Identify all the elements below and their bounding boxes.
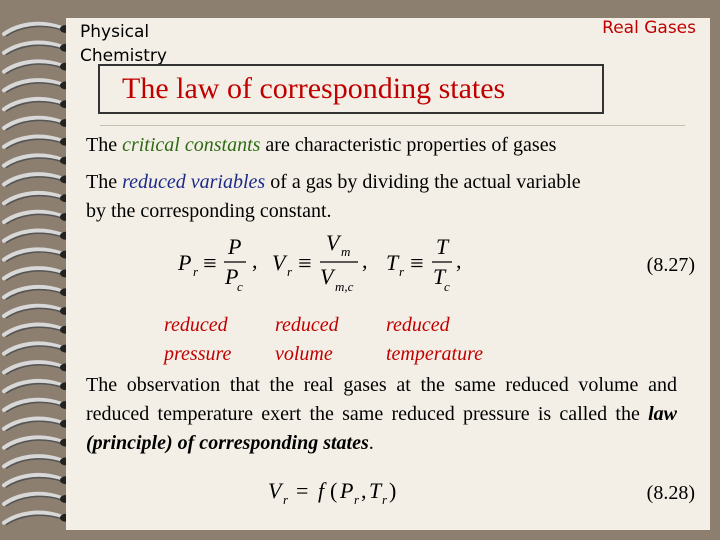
eq828-p-sub: r bbox=[354, 492, 360, 507]
p2-emph: reduced variables bbox=[122, 171, 266, 193]
pr-equiv: ≡ bbox=[203, 251, 217, 277]
vr-num: V bbox=[326, 230, 340, 255]
p1-after: are characteristic properties of gases bbox=[260, 134, 557, 156]
paragraph-critical-constants bbox=[86, 131, 556, 160]
p2-line2: by the corresponding constant. bbox=[86, 200, 332, 222]
vr-den: V bbox=[320, 264, 334, 289]
paragraph-reduced-variables bbox=[86, 168, 581, 226]
eq828-t: T bbox=[369, 478, 382, 503]
tr-num: T bbox=[436, 234, 449, 259]
p3-after: . bbox=[368, 432, 374, 454]
vr-num-sub: m bbox=[341, 244, 351, 259]
eq828-p: P bbox=[340, 478, 354, 503]
slide-title: The law of corresponding states bbox=[122, 72, 506, 105]
subject-line1: Physical bbox=[80, 22, 150, 42]
eq828-close: ) bbox=[389, 478, 397, 503]
subject-line2: Chemistry bbox=[80, 46, 167, 66]
pr-den-sub: c bbox=[237, 279, 243, 294]
label-reduced-pressure bbox=[164, 311, 231, 369]
p2-before: The bbox=[86, 171, 123, 193]
tr-lhs: T bbox=[386, 250, 399, 275]
pr-lhs-sub: r bbox=[193, 264, 199, 279]
eq828-open: ( bbox=[330, 478, 338, 503]
eq828-equals: = bbox=[296, 478, 309, 503]
p3-text: The observation that the real gases at the same reduced volume and reduced temperature exert the same reduced bbox=[86, 374, 677, 425]
tr-den-sub: c bbox=[444, 279, 450, 294]
tr-comma: , bbox=[456, 248, 462, 273]
p1-before: The bbox=[86, 134, 123, 156]
equation-number-828: (8.28) bbox=[646, 482, 695, 504]
pr-lhs: P bbox=[178, 250, 192, 275]
p1-emph: critical constants bbox=[122, 134, 261, 156]
pr-den: P bbox=[225, 264, 239, 289]
eq828-f: f bbox=[318, 478, 325, 503]
vr-equiv: ≡ bbox=[298, 251, 312, 277]
label-line1: reduced bbox=[275, 314, 339, 336]
label-line2: pressure bbox=[164, 343, 232, 365]
label-line1: reduced bbox=[164, 314, 228, 336]
vr-lhs: V bbox=[272, 250, 286, 275]
topic-label: Real Gases bbox=[602, 18, 696, 38]
label-line1: reduced bbox=[386, 314, 450, 336]
equation-number-827: (8.27) bbox=[646, 254, 695, 276]
tr-lhs-sub: r bbox=[399, 264, 405, 279]
p3-before: pressure is called the bbox=[462, 403, 649, 425]
vr-den-sub: m,c bbox=[335, 279, 354, 294]
p3-emph: law (principle) of corresponding states bbox=[86, 403, 677, 454]
tr-den: T bbox=[433, 264, 446, 289]
label-line2: volume bbox=[275, 343, 333, 365]
title-divider bbox=[100, 125, 685, 126]
label-line2: temperature bbox=[386, 343, 484, 365]
eq828-lhs-sub: r bbox=[283, 492, 289, 507]
p2-after: of a gas by dividing the actual variable bbox=[265, 171, 581, 193]
label-reduced-volume bbox=[275, 311, 339, 369]
eq828-t-sub: r bbox=[382, 492, 388, 507]
label-reduced-temperature bbox=[386, 311, 483, 369]
vr-comma: , bbox=[362, 248, 368, 273]
vr-lhs-sub: r bbox=[287, 264, 293, 279]
pr-comma: , bbox=[252, 248, 258, 273]
tr-equiv: ≡ bbox=[410, 251, 424, 277]
subject-label bbox=[80, 20, 167, 68]
eq828-lhs: V bbox=[268, 478, 282, 503]
paragraph-corresponding-states bbox=[86, 371, 677, 458]
eq828-comma: , bbox=[361, 478, 367, 503]
pr-num: P bbox=[228, 234, 242, 259]
